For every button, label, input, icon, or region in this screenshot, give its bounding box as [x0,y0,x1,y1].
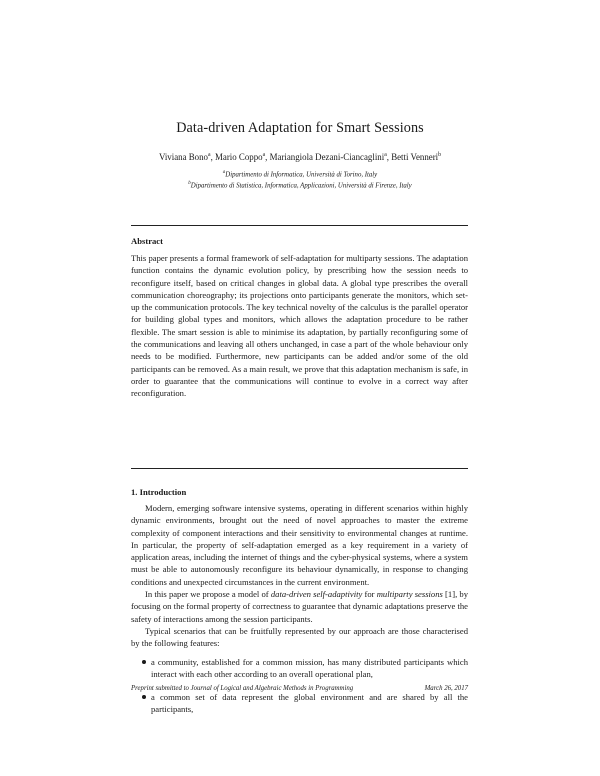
paragraph: Modern, emerging software intensive systems, operating in different scenarios within highly dynamic environments, brought out the need of novel approaches to master the extreme complexity of component interactions and their sensitivity to environmental changes at runtime. In particular, the property of self-adaptation emerged as a key requirement in a variety of application areas, including the internet of things and the cyber-physical systems, where a system must be able to autonomously reconfigure its behaviour dynamically, in response to changing conditions and unexpected circumstances in the current environment. [131,503,468,587]
author: Betti Venneri$^b$ [391,152,442,162]
page-footer [131,685,468,692]
introduction-body [131,502,468,727]
section-heading: 1. Introduction [131,487,187,497]
paragraph: In this paper we propose a model of data-driven self-adaptivity for multiparty sessions [1], by focusing on the formal property of correctness to guarantee that dynamic adaptations preserve the safety of interactions among the session participants. [131,589,469,624]
paragraph: Typical scenarios that can be fruitfully represented by our approach are those characterised by the following features: [131,625,468,649]
author: Mario Coppo$^a$, [215,152,270,162]
author: Mariangiola Dezani-Ciancaglini$^a$, [269,152,392,162]
list-item: a common set of data represent the global environment and are shared by all the participants, [131,691,468,716]
list-item: a community, established for a common mission, has many distributed participants which interact with each other according to an overall operational plan, [131,656,468,681]
author-list [0,152,600,162]
footer-journal: Preprint submitted to Journal of Logical and Algebraic Methods in Programming [131,685,354,692]
paper-title: Data-driven Adaptation for Smart Sessions [176,120,424,136]
abstract-text: This paper presents a formal framework of self-adaptation for multiparty sessions. The adaptation function contains the dynamic evolution policy, by prescribing how the session needs to reconfigure itself, based on critical changes in global data. A global type prescribes the overall communication choreography; its projections onto participants generate the monitors, which set-up the communication protocols. The key technical novelty of the calculus is the parallel operator for building global types and monitors, which allows the adaptation procedure to be rather flexible. The smart session is able to minimise its adaptation, by partially reconfiguring some of the communications and leaving all others unchanged, in case a part of the whole behaviour only needs to be modified. Furthermore, new participants can be added and/or some of the old participants can be removed. As a main result, we prove that this adaptation mechanism is safe, in order to guarantee that the communications will continue to evolve in a correct way after reconfiguration. [131,253,468,399]
abstract-top-rule [131,225,468,226]
abstract-bottom-rule [131,468,468,469]
affiliation: $^b$Dipartimento di Statistica, Informatica, Applicazioni, Università di Firenze, Italy [188,181,412,190]
bullet-icon [142,695,146,699]
author: Viviana Bono$^a$, [158,152,215,162]
bullet-icon [142,660,146,664]
abstract-heading: Abstract [131,236,163,246]
affiliation: $^a$Dipartimento di Informatica, Università di Torino, Italy [222,170,378,179]
footer-date: March 26, 2017 [424,685,468,692]
